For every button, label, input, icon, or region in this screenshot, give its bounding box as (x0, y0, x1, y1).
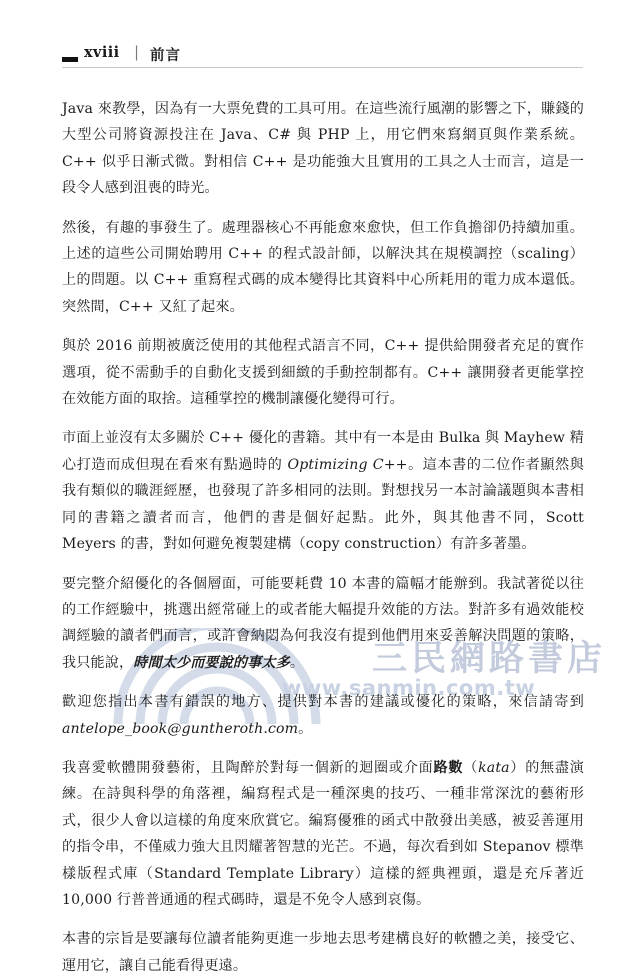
text-run-normal: 本書的宗旨是要讓每位讀者能夠更進一步地去思考建構良好的軟體之美，接受它、運用它，讓自己能看得更遠。 (62, 931, 584, 974)
body-copy (62, 96, 584, 979)
running-head-rule (62, 67, 583, 68)
text-run-italic: antelope_book@guntheroth.com (62, 720, 299, 737)
text-run-normal: 與於 2016 前期被廣泛使用的其他程式語言不同，C++ 提供給開發者充足的實作選項，從不需動手的自動化支援到細緻的手動控制都有。C++ 讓開發者更能掌控在效能方面的取捨。這種掌控的機制讓優化變得可行。 (62, 338, 584, 408)
text-run-normal: 我喜愛軟體開發藝術，且陶醉於對每一個新的迴圈或介面 (62, 759, 434, 776)
running-head-separator: | (134, 43, 140, 61)
body-paragraph (62, 926, 584, 979)
text-run-italic: kata (478, 759, 510, 776)
text-run-bold-italic: 時間太少而要說的事太多 (133, 654, 290, 671)
body-paragraph (62, 333, 584, 412)
watermark-brand: 三民網路書店 (372, 639, 607, 679)
body-paragraph (62, 689, 584, 742)
em-dash-rule-icon (62, 57, 78, 62)
text-run-normal: 要完整介紹優化的各個層面，可能要耗費 10 本書的篇幅才能辦到。我試著從以往的工作經驗中，挑選出經常碰上的或者能大幅提升效能的方法。對許多有過效能校調經驗的讀者們而言，或許會納悶為何我沒有提到他們用來妥善解決問題的策略，我只能說， (62, 575, 584, 671)
text-run-normal: 。 (298, 720, 313, 737)
text-run-bold: 路數 (433, 759, 464, 776)
text-run-normal: 然後，有趣的事發生了。處理器核心不再能愈來愈快，但工作負擔卻仍持續加重。上述的這些公司開始聘用 C++ 的程式設計師，以解決其在規模調控（scaling）上的問題。以 C++ 重寫程式碼的成本變得比其資料中心所耗用的電力成本還低。突然間，C++ 又紅了起來。 (62, 219, 584, 315)
body-paragraph (62, 425, 584, 557)
text-run-normal: 。這本書的二位作者顯然與我有類似的職涯經歷，也發現了許多相同的法則。對想找另一本討論議題與本書相同的書籍之讀者而言，他們的書是個好起點。此外，與其他書不同，Scott Meyers 的書，對如何避免複製建構（copy construction）有許多著墨。 (62, 456, 584, 553)
body-paragraph (62, 755, 584, 913)
text-run-normal: ）的無盡演練。在詩與科學的角落裡，編寫程式是一種深奧的技巧、一種非常深沈的藝術形式，很少人會以這樣的角度來欣賞它。編寫優雅的函式中散發出美感，被妥善運用的指令串，不僅威力強大且閃耀著智慧的光芒。不過，每次看到如 Stepanov 標準樣版程式庫（Standard Template Library）這樣的經典裡頭，還是充斥著近 10,000 行普普通通的程式碼時，還是不免令人感到哀傷。 (62, 759, 585, 908)
body-paragraph (62, 96, 584, 202)
running-head-title: 前言 (150, 47, 181, 64)
watermark-url: www.sanmin.com.tw (282, 676, 536, 700)
page-folio: xviii (84, 44, 120, 61)
body-paragraph (62, 215, 584, 321)
text-run-normal: 歡迎您指出本書有錯誤的地方、提供對本書的建議或優化的策略，來信請寄到 (62, 694, 584, 711)
text-run-normal: Java 來教學，因為有一大票免費的工具可用。在這些流行風潮的影響之下，賺錢的大型公司將資源投注在 Java、C# 與 PHP 上，用它們來寫網頁與作業系統。C++ 似乎日漸式微。對相信 C++ 是功能強大且實用的工具之人士而言，這是一段令人感到沮喪的時光。 (62, 101, 584, 197)
text-run-italic: Optimizing C++ (287, 456, 408, 473)
text-run-normal: 市面上並沒有太多關於 C++ 優化的書籍。其中有一本是由 Bulka 與 Mayhew 精心打造而成但現在看來有點過時的 (62, 430, 584, 473)
body-paragraph (62, 571, 584, 677)
text-run-normal: 。 (289, 654, 305, 671)
text-run-normal: （ (463, 759, 479, 776)
